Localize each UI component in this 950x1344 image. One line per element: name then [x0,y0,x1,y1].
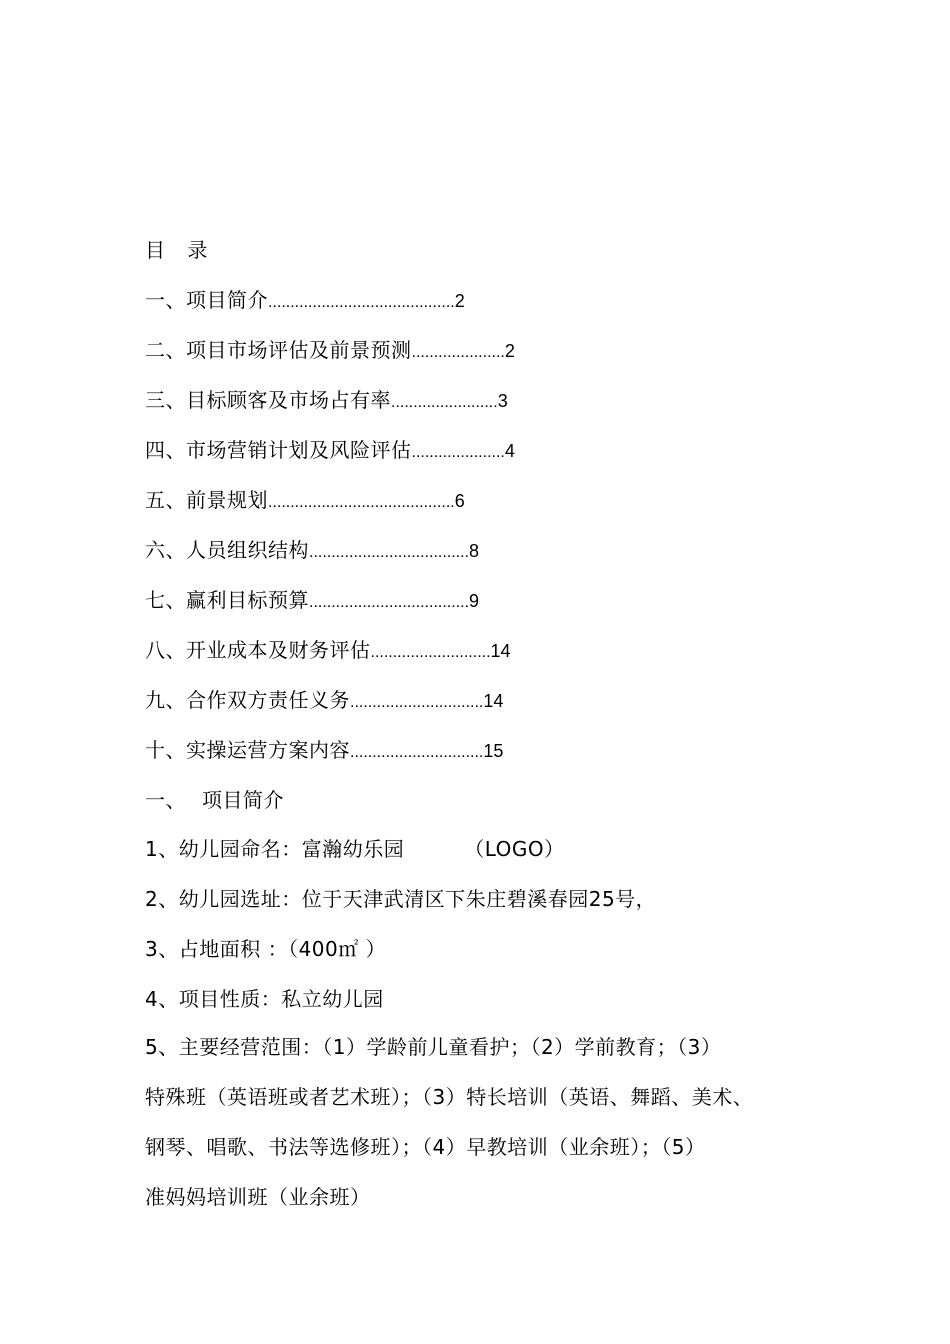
toc-entry-leader: .................................... [309,544,470,561]
toc-entry-label: 九、合作双方责任义务 [145,688,350,712]
toc-entry-leader: ........................... [370,644,491,661]
section-heading-text: 项目简介 [202,788,284,812]
toc-entry-leader: ........................ [391,394,498,411]
toc-entry-leader: .............................. [350,694,484,711]
toc-entry-label: 十、实操运营方案内容 [145,738,350,762]
toc-entry[interactable] [145,387,508,413]
section-heading [145,787,284,813]
toc-entry-page: 14 [483,691,504,711]
toc-title: 目 录 [145,238,216,262]
toc-entry[interactable] [145,537,479,563]
toc-entry-page: 3 [497,391,508,411]
business-scope-line: 准妈妈培训班（业余班） [145,1185,371,1209]
toc-entry-leader: .................................... [309,594,470,611]
toc-entry-label: 七、赢利目标预算 [145,588,309,612]
section-heading-number: 一、 [145,788,186,812]
toc-entry-leader: ..................... [411,444,505,461]
toc-entry-label: 二、项目市场评估及前景预测 [145,338,412,362]
info-item-text: 1、幼儿园命名：富瀚幼乐园 [145,837,405,861]
business-scope-paragraph [145,1022,835,1222]
toc-entry-leader: .............................. [350,744,484,761]
toc-entry[interactable] [145,337,515,363]
toc-entry[interactable] [145,287,465,313]
toc-entry-label: 四、市场营销计划及风险评估 [145,438,412,462]
toc-entry-leader: .......................................... [268,494,455,511]
toc-entry-label: 八、开业成本及财务评估 [145,638,371,662]
toc-entry-label: 一、项目简介 [145,288,268,312]
toc-entry-page: 15 [483,741,504,761]
toc-entry-page: 6 [454,491,465,511]
toc-entry-label: 六、人员组织结构 [145,538,309,562]
business-scope-line: 钢琴、唱歌、书法等选修班）；（4）早教培训（业余班）；（5） [145,1135,706,1159]
toc-entry-page: 14 [490,641,511,661]
business-scope-line: 特殊班（英语班或者艺术班）；（3）特长培训（英语、舞蹈、美术、 [145,1085,754,1109]
toc-entry[interactable] [145,487,465,513]
info-item-name [145,836,565,862]
toc-entry-label: 五、前景规划 [145,488,268,512]
toc-entry-page: 8 [469,541,480,561]
toc-entry-page: 2 [504,341,515,361]
business-scope-line: 5、主要经营范围：（1）学龄前儿童看护；（2）学前教育；（3） [145,1035,722,1059]
toc-entry[interactable] [145,687,503,713]
toc-entry[interactable] [145,587,479,613]
info-item-area: 3、占地面积 ：（400㎡ ） [145,937,387,961]
toc-entry[interactable] [145,437,515,463]
toc-entry[interactable] [145,737,503,763]
info-item-address: 2、幼儿园选址：位于天津武清区下朱庄碧溪春园25号， [145,887,657,911]
toc-entry-page: 9 [469,591,480,611]
logo-placeholder-text: （LOGO） [464,837,565,861]
toc-entry-page: 4 [504,441,515,461]
toc-entry-leader: .......................................... [268,294,455,311]
toc-entry-page: 2 [454,291,465,311]
toc-entry-label: 三、目标顾客及市场占有率 [145,388,391,412]
info-item-nature: 4、项目性质：私立幼儿园 [145,987,384,1011]
toc-entry-leader: ..................... [411,344,505,361]
toc-entry[interactable] [145,637,511,663]
